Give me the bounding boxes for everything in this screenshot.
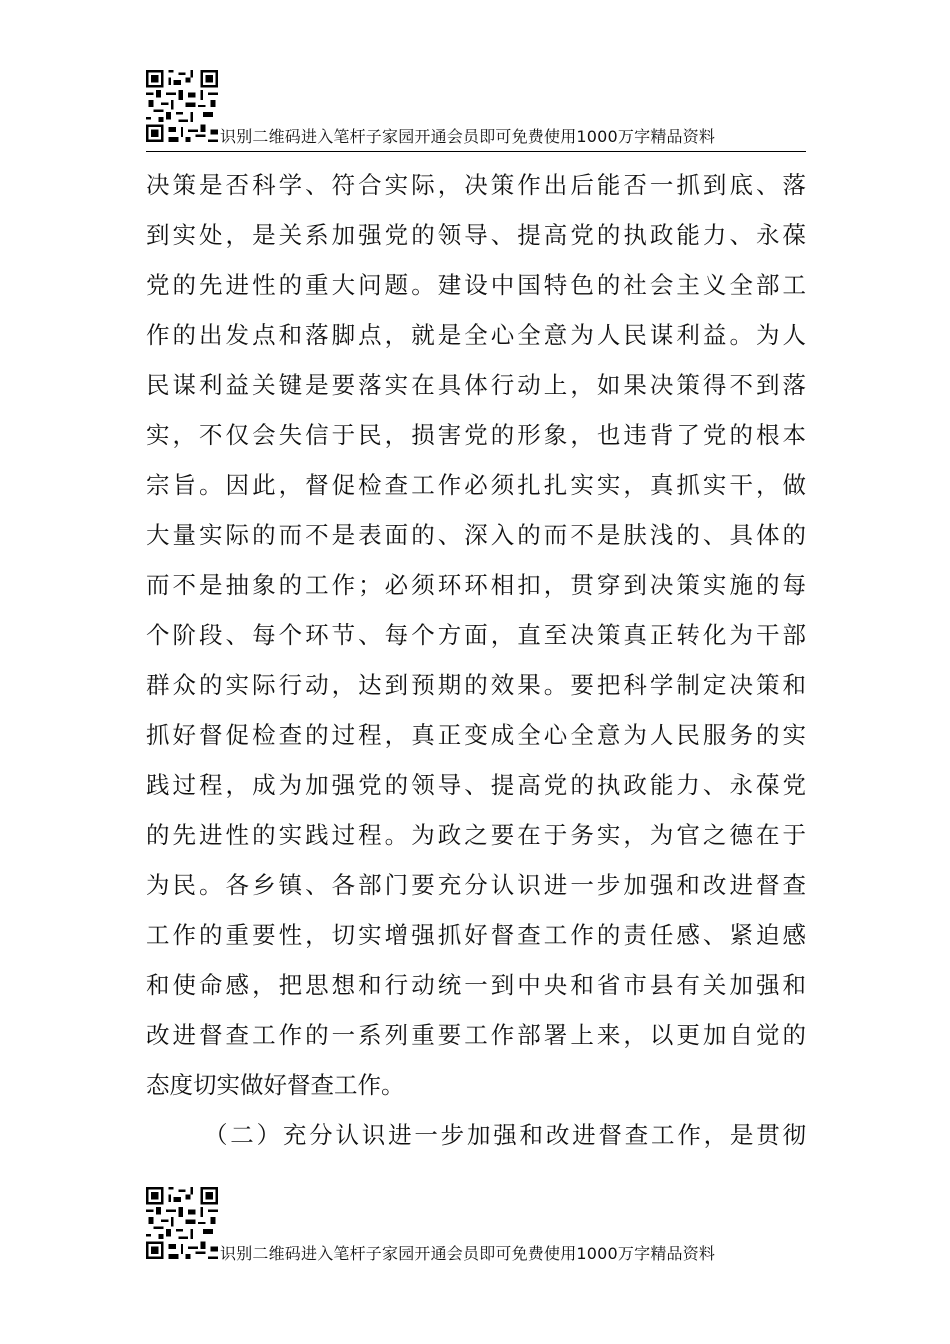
text-line: 民谋利益关键是要落实在具体行动上，如果决策得不到落	[146, 371, 806, 399]
qr-code-icon	[146, 70, 218, 142]
text-line: 的先进性的实践过程。为政之要在于务实，为官之德在于	[146, 821, 806, 849]
section-heading-line: （二）充分认识进一步加强和改进督查工作，是贯彻	[204, 1121, 806, 1149]
text-line: 而不是抽象的工作；必须环环相扣，贯穿到决策实施的每	[146, 571, 806, 599]
qr-code-icon	[146, 1187, 218, 1259]
text-line: 到实处，是关系加强党的领导、提高党的执政能力、永葆	[146, 221, 806, 249]
text-line: 为民。各乡镇、各部门要充分认识进一步加强和改进督查	[146, 871, 806, 899]
text-line: 党的先进性的重大问题。建设中国特色的社会主义全部工	[146, 271, 806, 299]
text-line: 宗旨。因此，督促检查工作必须扎扎实实，真抓实干，做	[146, 471, 806, 499]
text-line: 践过程，成为加强党的领导、提高党的执政能力、永葆党	[146, 771, 806, 799]
text-line: 群众的实际行动，达到预期的效果。要把科学制定决策和	[146, 671, 806, 699]
text-line: 实，不仅会失信于民，损害党的形象，也违背了党的根本	[146, 421, 806, 449]
text-line: 个阶段、每个环节、每个方面，直至决策真正转化为干部	[146, 621, 806, 649]
text-line: 和使命感，把思想和行动统一到中央和省市县有关加强和	[146, 971, 806, 999]
header-banner-text: 识别二维码进入笔杆子家园开通会员即可免费使用1000万字精品资料	[220, 127, 716, 146]
page-header	[146, 70, 806, 150]
text-line: 大量实际的而不是表面的、深入的而不是肤浅的、具体的	[146, 521, 806, 549]
footer-banner-text: 识别二维码进入笔杆子家园开通会员即可免费使用1000万字精品资料	[220, 1244, 716, 1263]
text-line: 改进督查工作的一系列重要工作部署上来，以更加自觉的	[146, 1021, 806, 1049]
header-divider	[146, 151, 806, 152]
text-line: 决策是否科学、符合实际，决策作出后能否一抓到底、落	[146, 171, 806, 199]
text-line: 工作的重要性，切实增强抓好督查工作的责任感、紧迫感	[146, 921, 806, 949]
text-line: 抓好督促检查的过程，真正变成全心全意为人民服务的实	[146, 721, 806, 749]
body-text	[146, 160, 806, 1160]
text-line: 作的出发点和落脚点，就是全心全意为人民谋利益。为人	[146, 321, 806, 349]
page-footer	[146, 1187, 806, 1267]
text-line: 态度切实做好督查工作。	[146, 1071, 405, 1099]
